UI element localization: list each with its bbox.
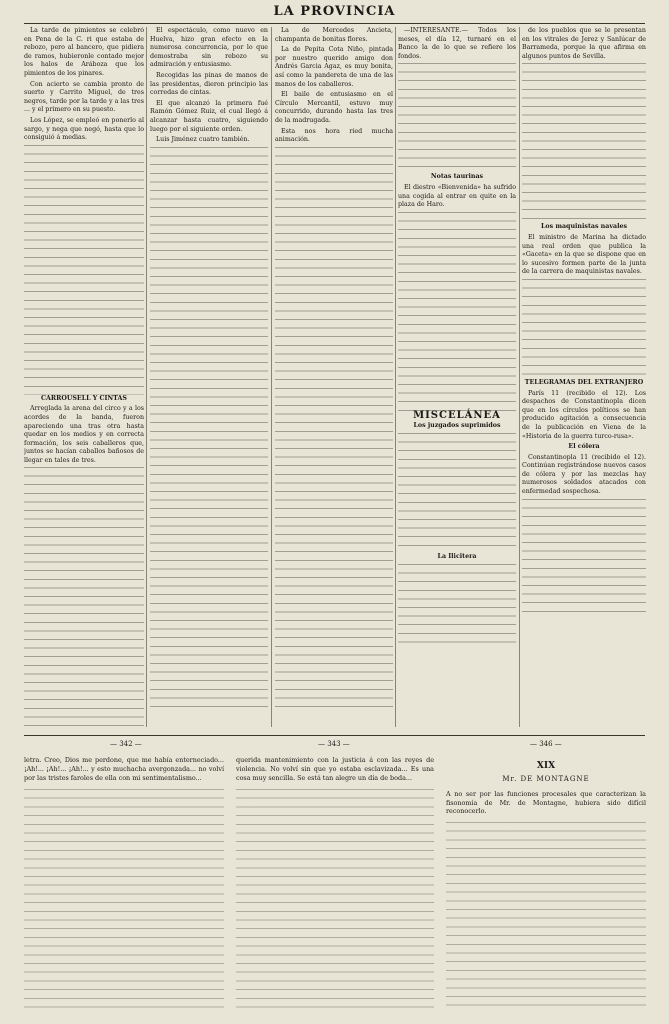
section-heading: CARROUSELL Y CINTAS: [41, 394, 127, 402]
page-number: — 342 —: [110, 740, 142, 748]
section-heading: TELEGRAMAS DEL EXTRANJERO: [524, 378, 644, 386]
paragraph: Con acierto se cambia pronto de suerto y Carrito Miguel, de tres negros, tarde por la tarde y a las tres ... y el primero en su puesto.: [24, 80, 144, 114]
column-3: [275, 27, 393, 727]
paragraph: —INTERESANTE.— Todos los meses, el día 12, turnaré en el Banco la de lo que se refiere los fondos.: [398, 27, 516, 60]
paragraph: Los López, se empleó en ponerlo al sargo, y nega que negó, hasta que lo consiguió á medias.: [24, 116, 144, 142]
paragraph: letra. Creo, Dios me perdone, que me había enterneciado... ¡Ah!... ¡Ah!... ¡Ah!... y esto muchacha avergonzada... no volví por las tristes faroles de ella con mi sentimentalismo...: [24, 756, 224, 782]
paragraph: La de Mercedes Ancieta, champanta de bonitas flores.: [275, 27, 393, 43]
column-divider: [146, 27, 147, 727]
section-heading: La Ilicitera: [437, 552, 477, 560]
section-subheading: El cólera: [568, 443, 600, 451]
paragraph: El diestro «Bienvenida» ha sufrido una cogida al entrar en quite en la plaza de Haro.: [398, 183, 516, 209]
paragraph: A no ser por las funciones procesales que caracterizan la fisonomía de Mr. de Montagne, hubiera sido difícil reconocerlo.: [446, 789, 646, 816]
page-number: — 343 —: [318, 740, 350, 748]
paragraph: querida mantenimiento con la justicia á con las reyes de violencia. No volví sin que yo estaba esclavizada... Es una cosa muy sencilla. Se está tan alegre un día de boda...: [236, 756, 434, 782]
column-divider: [395, 27, 396, 727]
paragraph: de los pueblos que se le presentan en los vitrales de Jerez y Sanlúcar de Barrameda, porque la que afirma en algunos puntos de Sevilla.: [522, 27, 646, 60]
paragraph: Esta nos hora ried mucha animación.: [275, 127, 393, 144]
column-2: [150, 27, 268, 727]
paragraph: Arreglada la arena del circo y a los acordes de la banda, fueron apareciendo una tras otra hasta quedar en los medios y en correcta formación, los seis caballeros que, juntos se hacían caballos bañosos de llegar en tales de tres.: [24, 405, 144, 464]
section-heading: Los maquinistas navales: [540, 223, 628, 231]
paragraph: El que alcanzó la primera fué Ramón Gómez Ruiz, el cual llegó á alcanzar hasta cuatro, siguiendo luego por el siguiente orden.: [150, 99, 268, 133]
page-number: — 346 —: [530, 740, 562, 748]
column-divider: [271, 27, 272, 727]
text-block: [236, 789, 434, 1015]
paragraph: El espectáculo, como nuevo en Huelva, hizo gran efecto en la numerosa concurrencia, por lo que demostraba sin rebozo su admiración y entusiasmo.: [150, 27, 268, 69]
serial-column-middle: [236, 750, 434, 1015]
page-title: LA PROVINCIA: [273, 4, 396, 19]
header-divider: [24, 23, 645, 24]
text-block: [24, 789, 224, 1015]
text-block: [522, 279, 646, 379]
column-divider: [519, 27, 520, 727]
paragraph: La de Pepita Cota Niño, pintada por nuestro querido amigo don Andrés Garcia Agaz, es muy bonita, así como la pandereta de una de las manos de los caballeros.: [275, 46, 393, 88]
text-block: [24, 467, 144, 727]
fold-divider: [24, 735, 645, 736]
text-block: [398, 63, 516, 173]
paragraph: La tarde de pimientos se celebró en Pena de la C. ri que estaba de rebozo, pero al bancero, que pidiera de ramos, hubieronle contado mejor los halos de Aráboza que los pimientos de los pinares.: [24, 27, 144, 77]
column-1: [24, 27, 144, 727]
text-block: [398, 212, 516, 412]
text-block: [398, 433, 516, 553]
text-block: [522, 499, 646, 619]
text-block: [446, 822, 646, 1012]
serial-column-right: [446, 750, 646, 1015]
section-heading: Notas taurinas: [430, 173, 484, 181]
text-block: [522, 63, 646, 223]
section-heading: MISCELÁNEA: [413, 409, 501, 421]
column-5: [522, 27, 646, 727]
text-block: [275, 147, 393, 707]
paragraph: El baile de entusiasmo en el Círculo Mercantil, estuvo muy concurrido, durando hasta las tres de la madrugada.: [275, 91, 393, 124]
paragraph: Luis Jiménez cuatro también.: [156, 136, 250, 144]
section-heading: Los juzgados suprimidos: [413, 422, 501, 430]
paragraph: Constantinopla 11 (recibido el 12). Continúan registrándose nuevos casos de cólera y por las mezclas hay numerosos soldados atacados con enfermedad sospechosa.: [522, 453, 646, 496]
text-block: [24, 145, 144, 395]
text-block: [398, 564, 516, 644]
paragraph: Recogidas las pinas de manos de las presidentas, dieron principio las corredas de cintas.: [150, 71, 268, 97]
chapter-subheading: Mr. DE MONTAGNE: [502, 774, 590, 783]
paragraph: París 11 (recibido el 12). Los despachos de Constantinopla dicen que en los círculos políticos se han producido agitación a consecuencia de la publicación en Viena de la «Historia de la guerra turco-rusa».: [522, 389, 646, 440]
column-4: [398, 27, 516, 727]
paragraph: El ministro de Marina ha dictado una real orden que publica la «Gaceta» en la que se dispone que en lo sucesivo formen parte de la junta de la carrera de maquinistas navales.: [522, 233, 646, 276]
serial-column-left: [24, 750, 224, 1015]
text-block: [150, 147, 268, 707]
chapter-heading: XIX: [536, 761, 556, 771]
